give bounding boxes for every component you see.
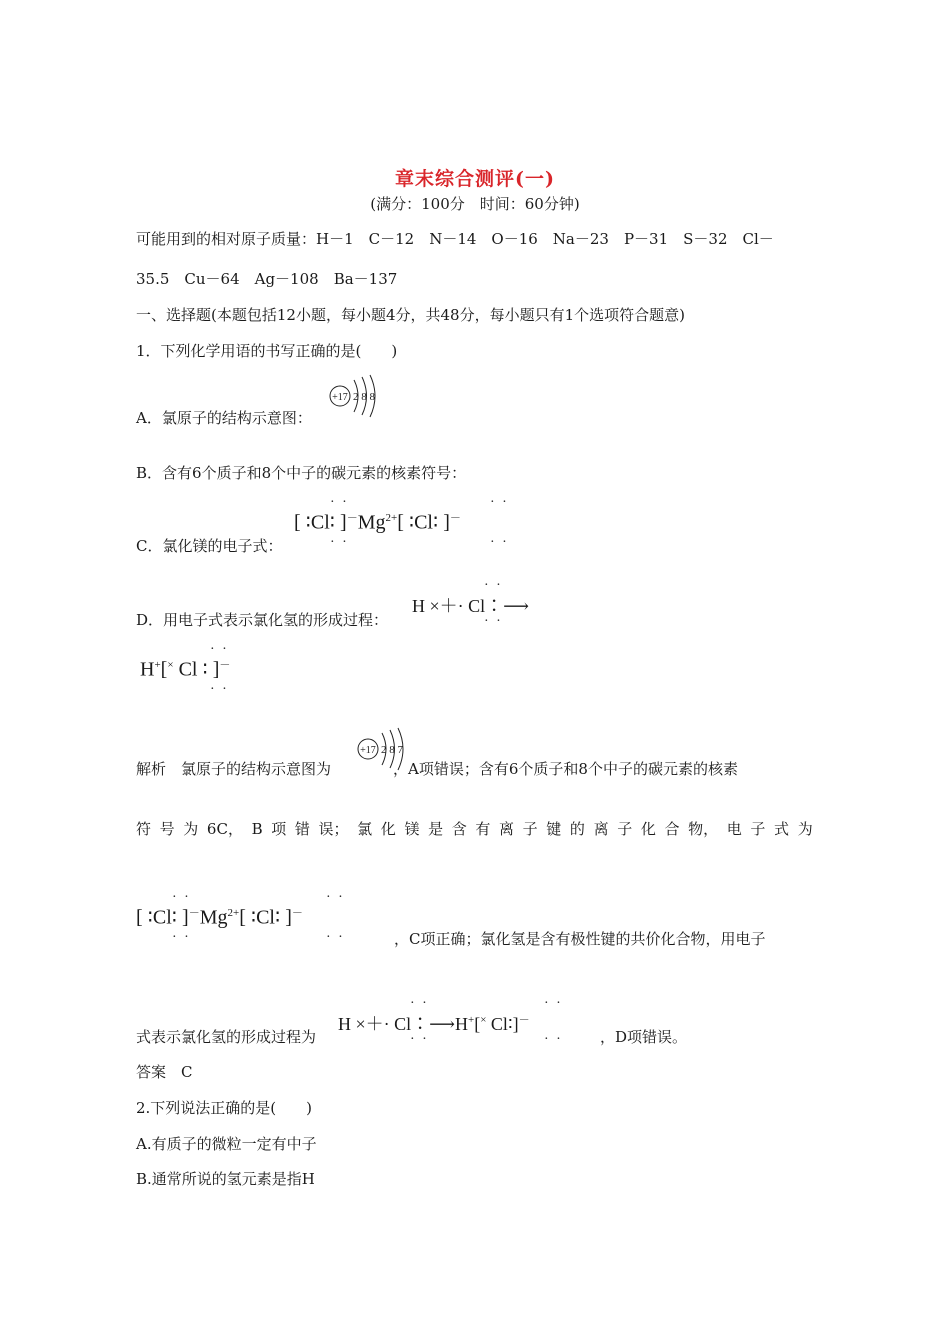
analysis-word: 镁 xyxy=(404,820,420,838)
analysis-word: 离 xyxy=(593,820,609,838)
analysis-word: 合 xyxy=(664,820,680,838)
analysis-word: 为 xyxy=(797,820,813,838)
analysis-word: 符 xyxy=(136,820,152,838)
analysis-word: 子 xyxy=(522,820,538,838)
analysis-word: 项 xyxy=(271,820,287,838)
q1-option-c: C．氯化镁的电子式： xyxy=(136,537,283,555)
analysis-word: 6C， xyxy=(206,820,243,838)
analysis-line-2 xyxy=(136,819,813,839)
analysis-word: 子 xyxy=(617,820,633,838)
q1-option-a: A．氯原子的结构示意图： xyxy=(136,409,312,427)
atomic-masses-line-2: 35.5 Cu－64 Ag－108 Ba－137 xyxy=(136,270,398,288)
analysis-line-1: 解析 氯原子的结构示意图为 ，A项错误；含有6个质子和8个中子的碳元素的核素 xyxy=(136,760,738,778)
analysis-word: 离 xyxy=(499,820,515,838)
q2-option-a: A.有质子的微粒一定有中子 xyxy=(136,1135,317,1153)
analysis-word: 误； xyxy=(318,820,349,838)
mgcl2-electron-formula-analysis: · · · · · · · · [ ∶Cl∶ ]$^-Mg^{2+}$[ ∶Cl∶ ]－ xyxy=(136,890,345,945)
analysis-word: 物， xyxy=(688,820,719,838)
hcl-formation-analysis: · · · · · · · · H ×＋· Cl∶⟶H+[× Cl∶]－ xyxy=(338,996,563,1047)
atom-structure-diagram xyxy=(326,372,386,420)
atomic-masses-line-1: 可能用到的相对原子质量：H－1 C－12 N－14 O－16 Na－23 P－31 S－32 Cl－ xyxy=(136,230,774,248)
analysis-line-4: 式表示氯化氢的形成过程为 xyxy=(136,1028,317,1046)
analysis-word: B xyxy=(251,820,263,838)
section-heading: 一、选择题(本题包括12小题，每小题4分，共48分，每小题只有1个选项符合题意) xyxy=(136,306,685,324)
analysis-word: 错 xyxy=(294,820,310,838)
analysis-word: 子 xyxy=(750,820,766,838)
diagram-shells: 2 8 7 xyxy=(381,744,403,756)
q2-option-b: B.通常所说的氢元素是指H xyxy=(136,1170,315,1188)
diagram-shells: 2 8 8 xyxy=(353,391,375,403)
analysis-word: 化 xyxy=(640,820,656,838)
q2-stem: 2.下列说法正确的是( ) xyxy=(136,1099,313,1117)
analysis-line-3: ，C项正确；氯化氢是含有极性键的共价化合物，用电子 xyxy=(394,930,766,948)
analysis-word: 式 xyxy=(774,820,790,838)
analysis-word: 键 xyxy=(546,820,562,838)
diagram-nucleus: +17 xyxy=(332,392,348,403)
answer-label: 答案 xyxy=(136,1063,167,1081)
hcl-formation-product: · · · · H+[× Cl ∶ ]－ xyxy=(140,642,231,697)
page-subtitle: (满分：100分 时间：60分钟) xyxy=(370,195,580,213)
diagram-nucleus: +17 xyxy=(360,745,376,756)
analysis-word: 的 xyxy=(569,820,585,838)
q1-option-b: B．含有6个质子和8个中子的碳元素的核素符号： xyxy=(136,464,467,482)
analysis-line-4-end: ，D项错误。 xyxy=(600,1028,688,1046)
answer-value: C xyxy=(181,1063,193,1081)
analysis-word: 含 xyxy=(451,820,467,838)
mgcl2-electron-formula: · · · · · · · · [ ∶Cl∶ ]$^-Mg^{2+}$[ ∶Cl∶ ]－ xyxy=(294,495,509,550)
analysis-word: 氯 xyxy=(357,820,373,838)
atom-structure-diagram-analysis xyxy=(354,725,414,773)
analysis-word: 电 xyxy=(726,820,742,838)
analysis-word: 为 xyxy=(183,820,199,838)
analysis-label: 解析 xyxy=(136,760,167,778)
q1-option-d: D．用电子式表示氯化氢的形成过程： xyxy=(136,611,389,629)
page-title: 章末综合测评(一) xyxy=(395,168,555,190)
analysis-word: 是 xyxy=(428,820,444,838)
hcl-formation-reactants: · · · · H ×＋· Cl∶⟶ xyxy=(412,578,529,629)
q1-stem: 1．下列化学用语的书写正确的是( ) xyxy=(136,342,398,360)
answer-line xyxy=(136,1062,193,1082)
analysis-word: 化 xyxy=(380,820,396,838)
analysis-word: 有 xyxy=(475,820,491,838)
analysis-word: 号 xyxy=(159,820,175,838)
